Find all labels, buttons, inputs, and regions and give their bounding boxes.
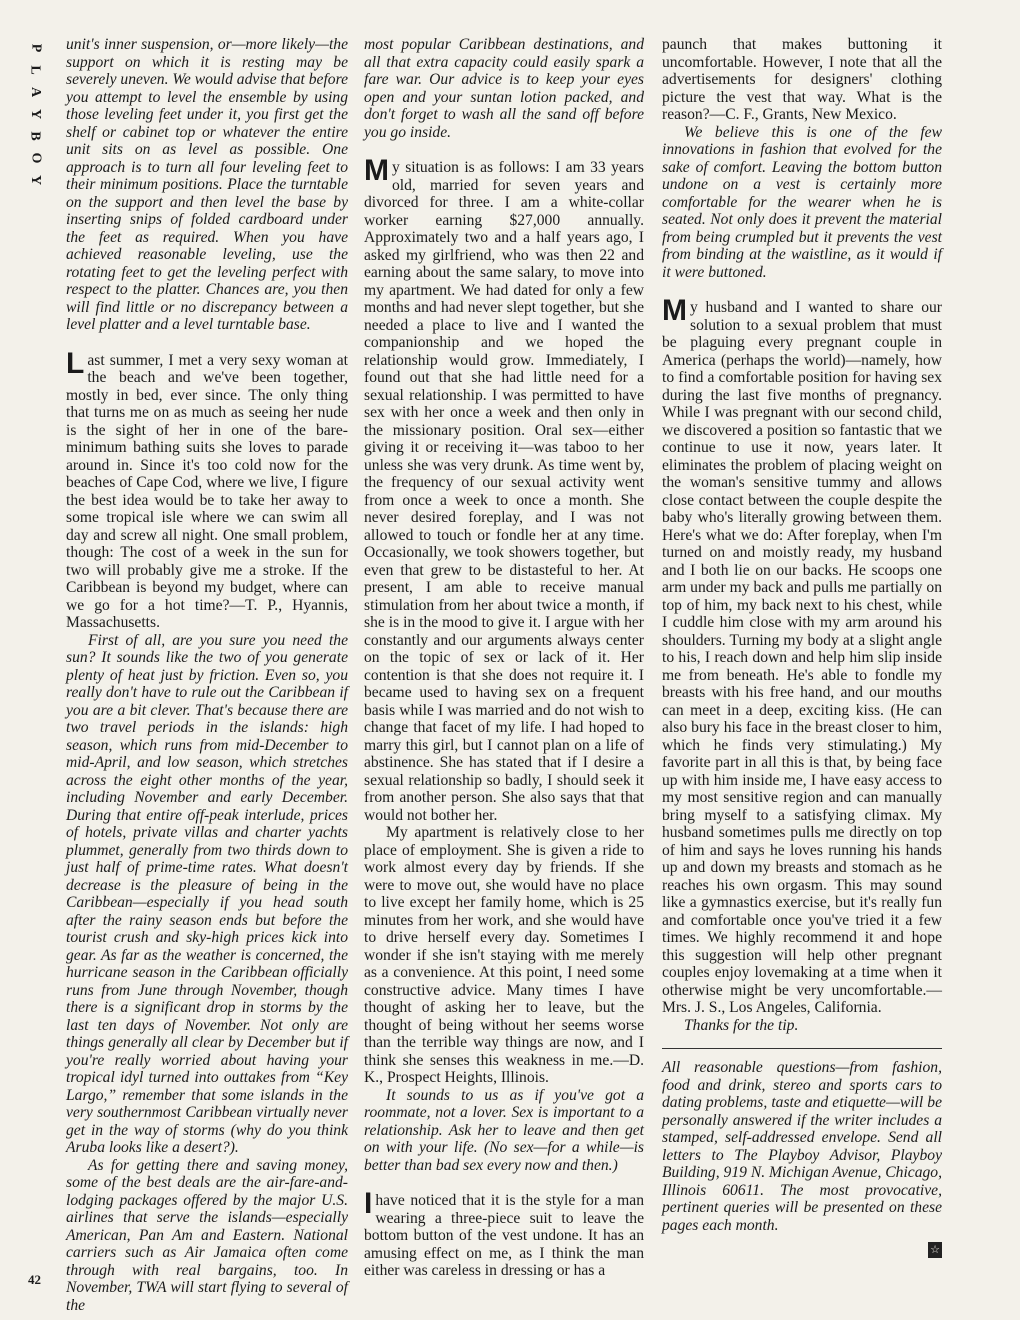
drop-cap: M xyxy=(364,154,389,187)
divider xyxy=(662,1048,942,1049)
question-paragraph: My husband and I wanted to share our solution to a sexual problem that must be plaguing every pregnant couple in America (perhaps the world)—namely, how to find a comfortable position for having sex during the last five months of pregnancy. While I was pregnant with our second child, we discovered a position so fantastic that we continue to use it now, years later. It eliminates the problem of placing weight on the woman's sensitive tummy and allows close contact between the couple despite the baby who's literally growing between them. Here's what we do: After foreplay, when I'm turned on and moistly ready, my husband and I both lie on our backs. He scoops one arm under my back and pulls me partially on top of him, my back next to his chest, while I cuddle him close with my arm around his shoulders. Turning my body at a slight angle to his, I reach down and help him slip inside me from beneath. He's able to fondle my breasts with his free hand, and our mouths can meet in a deep, exciting kiss. (He can also bury his face in the breast closer to him, which he finds very stimulating.) My favorite part in all this is that, by being face up with him inside me, I have easy access to my most sensitive region and can manually bring myself to a satisfying climax. My husband sometimes pulls me directly on top of him and says he loves running his hands up and down my breasts and stomach as he reaches his own orgasm. This may sound like a gymnastics exercise, but it's really fun and comfortable once you've tried it a few times. We highly recommend it and hope this suggestion will help other pregnant couples enjoy lovemaking at a time when it otherwise might be very uncomfortable.—Mrs. J. S., Los Angeles, California. xyxy=(662,294,942,1016)
answer-paragraph: As for getting there and saving money, some of the best deals are the air-fare-and-lodging packages offered by the major U.S. airlines that serve the islands—especially American, Pan Am and Eastern. National carriers such as Air Jamaica often come through with real bargains, too. In November, TWA will start flying to several of the xyxy=(66,1156,348,1314)
submission-notice: All reasonable questions—from fashion, food and drink, stereo and sports cars to dating problems, taste and etiquette—will be personally answered if the writer includes a stamped, self-addressed envelope. Send all letters to The Playboy Advisor, Playboy Building, 919 N. Michigan Avenue, Chicago, Illinois 60611. The most provocative, pertinent queries will be presented on these pages each month. xyxy=(662,1059,942,1234)
answer-continued: unit's inner suspension, or—more likely—the support on which it is resting may be severely uneven. We would advise that before you attempt to level the ensemble by using those leveling feet under it, you first get the shelf or cabinet top or whatever the entire unit sits on as level as possible. One approach is to turn all four leveling feet to their minimum positions. Place the turntable on the support and then level the base by inserting snips of folded cardboard under the feet as required. When you have achieved reasonable leveling, use the rotating feet to get the leveling perfect with respect to the platter. Chances are, you then will find little or no discrepancy between a level platter and a level turntable base. xyxy=(66,36,348,333)
question-paragraph: Last summer, I met a very sexy woman at the beach and we've been together, mostly in bed, ever since. The only thing that turns me on as much as seeing her nude is the sight of her in one of the bare-minimum bathing suits she loves to parade around in. Since it's too cold now for the beaches of Cape Cod, where we live, I figure the best idea would be to take her away to some tropical isle where we can swim all day and screw all night. One small problem, though: The cost of a week in the sun for two will probably give me a stroke. If the Caribbean is beyond my budget, where can we go for a hot time?—T. P., Hyannis, Massachusetts. xyxy=(66,346,348,631)
column-2 xyxy=(364,36,644,1286)
question-continued: paunch that makes buttoning it uncomfortable. However, I note that all the advertisements for designers' clothing picture the vest that way. What is the reason?—C. F., Grants, New Mexico. xyxy=(662,36,942,123)
drop-cap: L xyxy=(66,346,85,380)
magazine-name-vertical: P L A Y B O Y xyxy=(27,43,43,186)
answer-continued: most popular Caribbean destinations, and all that extra capacity could easily spark a fare war. Our advice is to keep your eyes open and your suntan lotion packed, and don't forget to wash all the sand off before you go inside. xyxy=(364,36,644,141)
question-paragraph: My apartment is relatively close to her place of employment. She is given a ride to work almost every day by friends. If she were to move out, she would have no place to live except her family home, which is 25 minutes from her work, and she would have to drive herself every day. Sometimes I wonder if she isn't staying with me merely as a convenience. At this point, I need some constructive advice. Many times I have thought of asking her to leave, but the thought of being without her seems worse than the terrible way things are now, and I think she senses this weakness in me.—D. K., Prospect Heights, Illinois. xyxy=(364,824,644,1086)
drop-cap: I xyxy=(364,1187,373,1220)
column-3 xyxy=(662,36,942,1286)
column-1 xyxy=(66,36,348,1314)
page-number: 42 xyxy=(28,1272,41,1287)
drop-cap: M xyxy=(662,294,687,327)
answer-paragraph: It sounds to us as if you've got a roommate, not a lover. Sex is important to a relationship. Ask her to leave and then get on with your life. (No sex—for a while—is better than bad sex every now and then.) xyxy=(364,1086,644,1174)
answer-paragraph: First of all, are you sure you need the sun? It sounds like the two of you generate plenty of heat just by friction. Even so, you really don't have to rule out the Caribbean if you are a bit clever. That's because there are two travel periods in the islands: high season, which runs from mid-December to mid-April, and low season, which stretches across the eight other months of the year, including November and early December. During that entire off-peak interlude, prices of hotels, private villas and charter yachts plummet, generally from two thirds down to just half of prime-time rates. What doesn't decrease is the pleasure of being in the Caribbean—especially if you head south after the rainy season ends but before the tourist crush and sky-high prices kick into gear. As far as the weather is concerned, the hurricane season in the Caribbean officially runs from June through November, though there is a significant drop in storms by the last ten days of November. Not only are things generally all clear by December but if you're really worried about having your tropical idyl turned into outtakes from “Key Largo,” remember that some islands in the very southernmost Caribbean virtually never get in the way of storms (why do you think Aruba looks like a desert?). xyxy=(66,631,348,1156)
answer-paragraph: Thanks for the tip. xyxy=(684,1016,799,1034)
question-paragraph: My situation is as follows: I am 33 years old, married for seven years and divorced for three. I am a white-collar worker earning $27,000 annually. Approximately two and a half years ago, I asked my girlfriend, who was then 22 and earning about the same salary, to move into my apartment. We had dated for only a few months and had never slept together, but she needed a place to live and I wanted the companionship and we hoped the relationship would grow. Immediately, I found out that she had little need for a sexual relationship. I was permitted to have sex with her once a week and then only in the missionary position. Oral sex—either giving it or receiving it—was taboo to her unless she was very drunk. As time went by, the frequency of our sexual activity went from once a week to once a month. She never desired foreplay, and I was not allowed to touch or fondle her at any time. Occasionally, we took showers together, but even that grew to be distasteful to her. At present, I am able to receive manual stimulation from her about twice a month, if she is in the mood to give it. I argue with her constantly and our arguments always center on the topic of sex or lack of it. Her contention is that she does not require it. I became used to having sex on a frequent basis while I was married and do not wish to change that facet of my life. I had hoped to marry this girl, but I cannot plan on a life of abstinence. She has stated that if I desire a sexual relationship so badly, I should seek it from another person. She also says that that would not bother her. xyxy=(364,154,644,824)
answer-paragraph: We believe this is one of the few innovations in fashion that evolved for the sake of comfort. Leaving the bottom button undone on a vest is certainly more comfortable for the wearer when he is seated. Not only does it prevent the material from being crumpled but it prevents the vest from binding at the waistline, as it would if it were buttoned. xyxy=(662,123,942,281)
question-paragraph: Ihave noticed that it is the style for a man wearing a three-piece suit to leave the bottom button of the vest undone. It has an amusing effect on me, as I think the man either was careless in dressing or has a xyxy=(364,1187,644,1279)
rabbit-logo-icon: ☆ xyxy=(928,1242,942,1258)
